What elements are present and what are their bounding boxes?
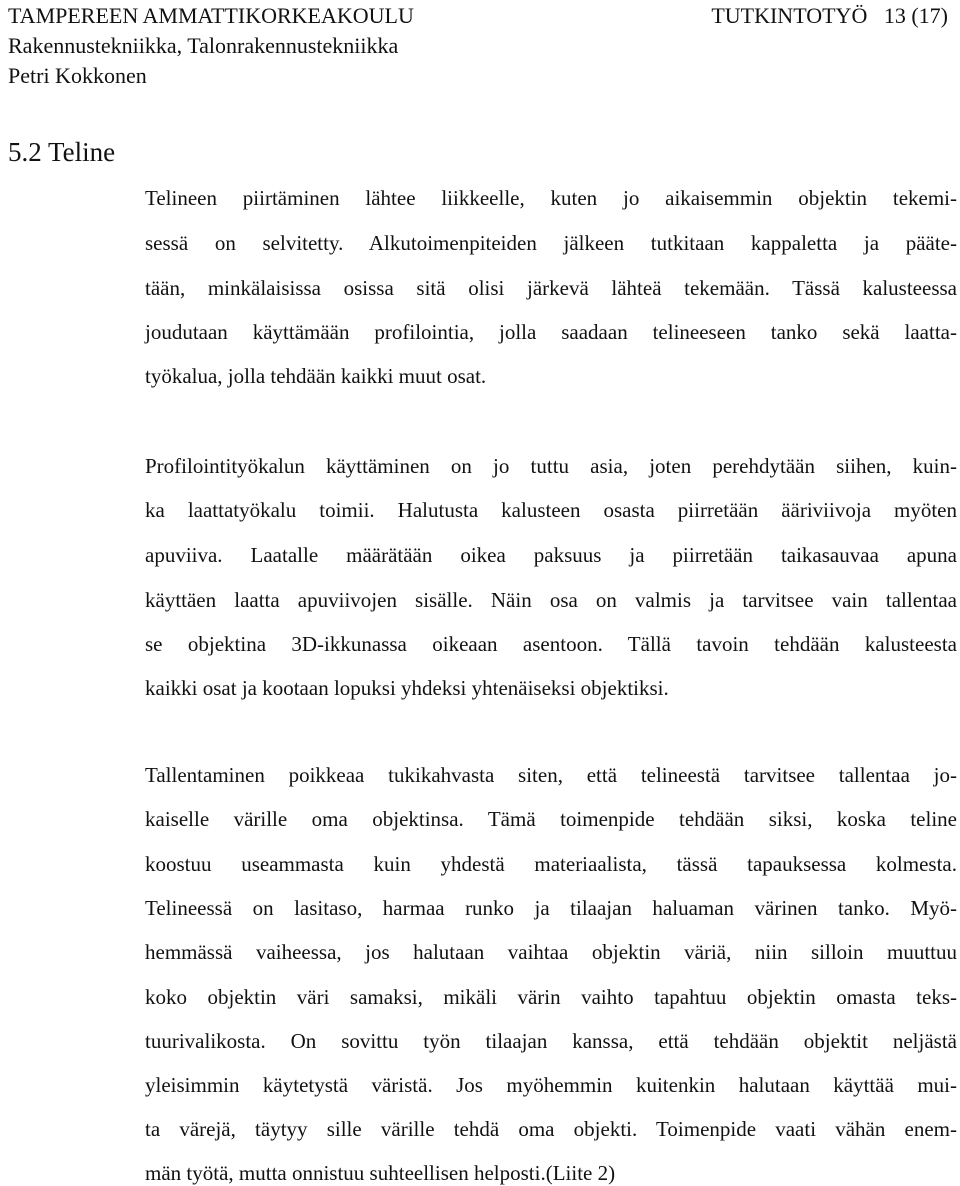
paragraph-line: ka laattatyökalu toimii. Halutusta kalusteen osasta piirretään ääriviivoja myöten [145,498,957,522]
paragraph-line: se objektina 3D-ikkunassa oikeaan asentoon. Tällä tavoin tehdään kalusteesta [145,632,957,656]
paragraph-line: yleisimmin käytetystä väristä. Jos myöhemmin kuitenkin halutaan käyttää mui- [145,1073,957,1097]
paragraph-line: käyttäen laatta apuviivojen sisälle. Näin osa on valmis ja tarvitsee vain tallentaa [145,588,957,612]
paragraph-line: kaiselle värille oma objektinsa. Tämä toimenpide tehdään siksi, koska teline [145,807,957,831]
paragraph-line: ta värejä, täytyy sille värille tehdä oma objekti. Toimenpide vaati vähän enem- [145,1117,957,1141]
paragraph-line: joudutaan käyttämään profilointia, jolla saadaan telineeseen tanko sekä laatta- [145,320,957,344]
paragraph-line: työkalua, jolla tehdään kaikki muut osat. [145,364,487,388]
header-doc-type: TUTKINTOTYÖ [711,3,868,28]
paragraph-line: Tallentaminen poikkeaa tukikahvasta siten, että telineestä tarvitsee tallentaa jo- [145,763,957,787]
paragraph-line: tään, minkälaisissa osissa sitä olisi järkevä lähteä tekemään. Tässä kalusteessa [145,276,957,300]
paragraph-line: Telineessä on lasitaso, harmaa runko ja tilaajan haluaman värinen tanko. Myö- [145,896,957,920]
paragraph-line: kaikki osat ja kootaan lopuksi yhdeksi yhtenäiseksi objektiksi. [145,676,669,700]
paragraph-line: apuviiva. Laatalle määrätään oikea paksuus ja piirretään taikasauvaa apuna [145,543,957,567]
section-heading: 5.2 Teline [8,137,116,167]
paragraph-line: hemmässä vaiheessa, jos halutaan vaihtaa objektin väriä, niin silloin muuttuu [145,940,957,964]
header-page-number: 13 (17) [883,3,948,28]
paragraph-line: män työtä, mutta onnistuu suhteellisen helposti.(Liite 2) [145,1161,616,1185]
paragraph-line: koko objektin väri samaksi, mikäli värin vaihto tapahtuu objektin omasta teks- [145,985,957,1009]
header-doc-info [711,3,948,29]
header-institution: TAMPEREEN AMMATTIKORKEAKOULU [8,3,414,28]
paragraph-line: koostuu useammasta kuin yhdestä materiaalista, tässä tapauksessa kolmesta. [145,852,957,876]
paragraph-line: sessä on selvitetty. Alkutoimenpiteiden jälkeen tutkitaan kappaletta ja pääte- [145,231,957,255]
paragraph-line: Profilointityökalun käyttäminen on jo tuttu asia, joten perehdytään siihen, kuin- [145,454,957,478]
paragraph-line: tuurivalikosta. On sovittu työn tilaajan kanssa, että tehdään objektit neljästä [145,1029,957,1053]
header-author: Petri Kokkonen [8,63,147,88]
paragraph-line: Telineen piirtäminen lähtee liikkeelle, kuten jo aikaisemmin objektin tekemi- [145,186,957,210]
header-program: Rakennustekniikka, Talonrakennustekniikka [8,33,399,58]
